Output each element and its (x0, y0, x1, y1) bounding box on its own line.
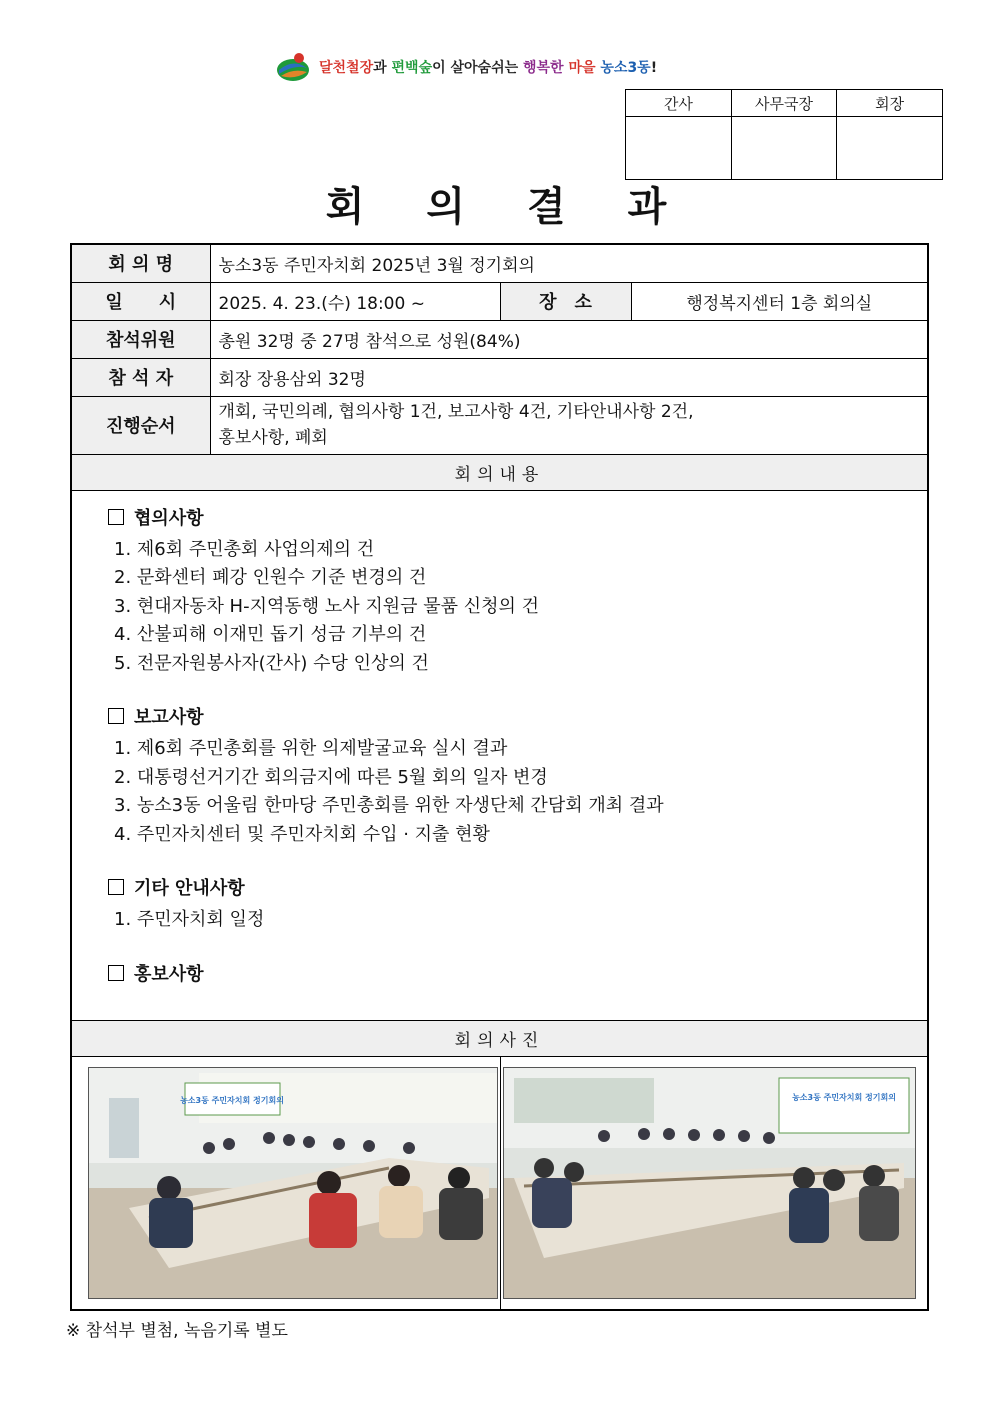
agenda-line: 개회, 국민의례, 협의사항 1건, 보고사항 4건, 기타안내사항 2건, (218, 402, 694, 422)
approval-header-chairman: 회장 (837, 90, 943, 117)
checkbox-square-icon (108, 509, 124, 525)
slogan-header (275, 50, 657, 84)
members-label: 참석위원 (71, 320, 210, 358)
meeting-result-table (70, 243, 929, 1311)
checkbox-square-icon (108, 879, 124, 895)
slogan-text (319, 57, 657, 77)
datetime-value: 2025. 4. 23.(수) 18:00 ~ (210, 282, 500, 320)
approval-sign-chairman[interactable] (837, 117, 943, 180)
list-item: 3. 현대자동차 H-지역동행 노사 지원금 물품 신청의 건 (114, 595, 540, 617)
slogan-part: 이 살아숨쉬는 (432, 60, 523, 76)
discussion-heading (108, 505, 927, 533)
slogan-part: 농소3동 (600, 60, 651, 76)
approval-sign-director[interactable] (731, 117, 837, 180)
photo-cell-right (500, 1056, 928, 1310)
attendees-label: 참 석 자 (71, 358, 210, 396)
meeting-name-label: 회 의 명 (71, 244, 210, 282)
agenda-line: 홍보사항, 폐회 (218, 428, 328, 448)
slogan-part: 편백숲 (391, 60, 433, 76)
list-item: 2. 문화센터 폐강 인원수 기준 변경의 건 (114, 567, 427, 588)
agenda-value (210, 396, 928, 454)
promo-title: 홍보사항 (134, 963, 204, 985)
other-heading (108, 875, 927, 903)
list-item: 1. 제6회 주민총회를 위한 의제발굴교육 실시 결과 (114, 738, 508, 759)
slogan-part: 달천철장 (319, 60, 374, 76)
slogan-part: ! (650, 60, 658, 76)
approval-header-secretary: 간사 (626, 90, 732, 117)
list-item: 5. 전문자원봉사자(간사) 수당 인상의 건 (114, 652, 429, 674)
datetime-label: 일 시 (71, 282, 210, 320)
attendees-value: 회장 장용삼외 32명 (210, 358, 928, 396)
footnote: ※ 참석부 별첨, 녹음기록 별도 (66, 1321, 288, 1341)
meeting-photo-right (503, 1067, 916, 1299)
slogan-part: 마을 (568, 60, 601, 76)
photo-right-illustration (504, 1068, 915, 1298)
meeting-photo-left (88, 1067, 498, 1299)
place-value: 행정복지센터 1층 회의실 (631, 282, 928, 320)
approval-header-director: 사무국장 (731, 90, 837, 117)
discussion-title: 협의사항 (134, 507, 204, 529)
photo-cell-left (71, 1056, 500, 1310)
content-body (71, 490, 928, 1020)
discussion-list (114, 536, 927, 679)
slogan-part: 과 (373, 60, 392, 76)
report-heading (108, 704, 927, 732)
approval-table (625, 89, 943, 180)
list-item: 4. 산불피해 이재민 돕기 성금 기부의 건 (114, 624, 427, 645)
agenda-label: 진행순서 (71, 396, 210, 454)
checkbox-square-icon (108, 708, 124, 724)
meeting-name-value: 농소3동 주민자치회 2025년 3월 정기회의 (210, 244, 928, 282)
list-item: 3. 농소3동 어울림 한마당 주민총회를 위한 자생단체 간담회 개최 결과 (114, 795, 664, 816)
page-title: 회의결과 (325, 183, 729, 230)
other-list (114, 906, 927, 935)
list-item: 1. 제6회 주민총회 사업의제의 건 (114, 538, 375, 560)
report-title: 보고사항 (134, 707, 204, 728)
photo-left-banner: 농소3동 주민자치회 정기회의 (180, 1095, 284, 1105)
list-item: 2. 대통령선거기간 회의금지에 따른 5월 회의 일자 변경 (114, 766, 548, 788)
content-section-header: 회의내용 (71, 454, 928, 490)
list-item: 4. 주민자치센터 및 주민자치회 수입 · 지출 현황 (114, 823, 490, 845)
photo-left-illustration (89, 1068, 497, 1298)
approval-sign-secretary[interactable] (626, 117, 732, 180)
village-logo-icon (275, 50, 311, 84)
other-title: 기타 안내사항 (134, 878, 245, 899)
photo-section-header: 회의사진 (71, 1020, 928, 1056)
photo-right-banner: 농소3동 주민자치회 정기회의 (791, 1092, 896, 1102)
list-item: 1. 주민자치회 일정 (114, 909, 265, 930)
promo-heading (108, 961, 927, 989)
place-label: 장 소 (500, 282, 631, 320)
checkbox-square-icon (108, 965, 124, 981)
members-value: 총원 32명 중 27명 참석으로 성원(84%) (210, 320, 928, 358)
report-list (114, 735, 927, 849)
slogan-part: 행복한 (523, 60, 569, 76)
